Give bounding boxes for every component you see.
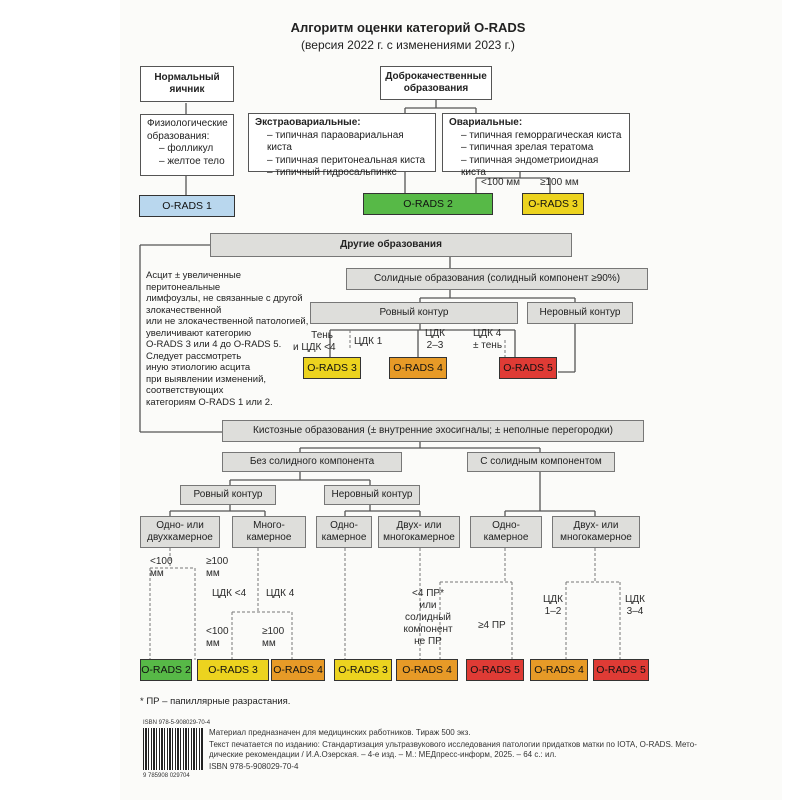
lt4pr-0: <4 ПР* xyxy=(412,588,444,599)
ascites-line: лимфоузлы, не связанные с другой xyxy=(146,293,303,304)
o-rads-2-badge: O-RADS 2 xyxy=(363,193,493,215)
extraovarian-item: – типичный гидросальпинкс xyxy=(267,167,397,178)
ascites-line: или не злокачественной патологией, xyxy=(146,316,309,327)
footer-line-2: Текст печатается по изданию: Стандартизация ультразвукового исследования патологии придатков матки по IOTA, O-RADS. Мето- xyxy=(209,740,697,749)
ge100-0: ≥100 xyxy=(206,556,229,567)
cyst-o-rads-2-badge: O-RADS 2 xyxy=(140,659,192,681)
solid-irregular-box: Неровный контур xyxy=(527,302,633,324)
uni2-1: камерное xyxy=(483,532,529,543)
uni2-0: Одно- xyxy=(492,520,520,531)
lt4pr-label xyxy=(398,588,458,648)
shadow-label-1: и ЦДК <4 xyxy=(293,342,336,353)
cyst-solid-o-rads-5-badge: O-RADS 5 xyxy=(466,659,524,681)
ascites-line: соответствующих xyxy=(146,385,224,396)
page-title: Алгоритм оценки категорий O-RADS xyxy=(290,20,526,35)
cyst-ge100-label xyxy=(206,556,228,580)
uni-1: камерное xyxy=(321,532,367,543)
cystic-formations-box: Кистозные образования (± внутренние эхосигналы; ± неполные перегородки) xyxy=(222,420,644,442)
cdk23-label xyxy=(420,328,450,352)
shadow-label xyxy=(293,330,336,354)
unilocular-box xyxy=(316,516,372,548)
ge100b-1: мм xyxy=(262,638,276,649)
solid-smooth-box: Ровный контур xyxy=(310,302,518,324)
bi-multilocular-box xyxy=(378,516,460,548)
no-solid-component-box: Без солидного компонента xyxy=(222,452,402,472)
extraovarian-heading: Экстраовариальные: xyxy=(255,117,361,128)
barcode-digits: 9 785908 029704 xyxy=(143,773,190,779)
cdk4-label: ЦДК 4 xyxy=(266,588,295,599)
ovarian-item: – типичная геморрагическая киста xyxy=(461,129,622,141)
lt4pr-3: компонент xyxy=(403,624,453,635)
footnote: * ПР – папиллярные разрастания. xyxy=(140,696,291,707)
cystic-irregular-box: Неровный контур xyxy=(324,485,420,505)
cdk4-shadow-label xyxy=(473,328,502,352)
ascites-line: Следует рассмотреть xyxy=(146,350,242,362)
uni-bi-1: двухкамерное xyxy=(147,532,213,543)
multi-0: Много- xyxy=(253,520,285,531)
ge100-1: мм xyxy=(206,568,220,579)
ascites-line: иную этиологию асцита xyxy=(146,362,251,373)
cyst-o-rads-3-badge: O-RADS 3 xyxy=(197,659,269,681)
lt4pr-1: или xyxy=(419,600,437,611)
cyst-irr-o-rads-3-badge: O-RADS 3 xyxy=(334,659,392,681)
cdk4-shadow-1: ± тень xyxy=(473,340,503,351)
lt100-1: мм xyxy=(150,568,164,579)
lt4pr-4: не ПР xyxy=(414,636,442,647)
cdk4-shadow-0: ЦДК 4 xyxy=(473,328,502,339)
lt100-0: <100 xyxy=(150,556,173,567)
ge4pr-label: ≥4 ПР xyxy=(478,620,506,631)
ovarian-heading: Овариальные: xyxy=(449,117,523,128)
cdk23-1: 2–3 xyxy=(426,340,444,351)
ascites-note xyxy=(146,270,316,408)
cyst-multi-o-rads-4-badge: O-RADS 4 xyxy=(530,659,588,681)
ascites-line: увеличивают категорию xyxy=(146,327,252,339)
extraovarian-item: – типичная перитонеальная киста xyxy=(267,154,426,166)
cdk23-0: ЦДК xyxy=(425,328,445,339)
cdk1-label: ЦДК 1 xyxy=(354,336,383,347)
isbn-small: ISBN 978-5-908029-70-4 xyxy=(143,720,211,726)
physio-line-2: – желтое тело xyxy=(159,155,225,167)
cdk34-0: ЦДК xyxy=(625,594,645,605)
cyst-irr-o-rads-4-badge: O-RADS 4 xyxy=(396,659,458,681)
uni-0: Одно- xyxy=(330,520,358,531)
cystic-smooth-box: Ровный контур xyxy=(180,485,276,505)
physio-line-1: – фолликул xyxy=(159,143,214,154)
cdk12-1: 1–2 xyxy=(544,606,562,617)
multilocular-box xyxy=(232,516,306,548)
normal-ovary-box: Нормальный яичник xyxy=(140,66,234,102)
shadow-label-0: Тень xyxy=(311,330,333,341)
bi-multilocular-solid-box xyxy=(552,516,640,548)
lt100b-1: мм xyxy=(206,638,220,649)
extraovarian-box xyxy=(248,113,436,178)
physio-line-0: Физиологические образования: xyxy=(147,118,228,142)
other-formations-box: Другие образования xyxy=(210,233,572,257)
bi-multi-0: Двух- или xyxy=(396,520,442,531)
footer-line-3: дические рекомендации / И.А.Озерская. – 4-е изд. – М.: МЕДпресс-информ, 2025. – 64 с.: ил. xyxy=(209,750,557,759)
benign-box: Доброкачественные образования xyxy=(380,66,492,100)
o-rads-1-badge: O-RADS 1 xyxy=(139,195,235,217)
cyst-multi-o-rads-5-badge: O-RADS 5 xyxy=(593,659,649,681)
solid-o-rads-4-badge: O-RADS 4 xyxy=(389,357,447,379)
cdk34-1: 3–4 xyxy=(626,606,644,617)
cdk-lt4-label: ЦДК <4 xyxy=(212,588,247,599)
size-lt100-label: <100 мм xyxy=(481,177,521,188)
cyst-ge100b-label xyxy=(262,626,284,650)
ascites-line: O-RADS 3 или 4 до O-RADS 5. xyxy=(146,339,282,350)
unilocular-solid-box xyxy=(470,516,542,548)
cdk12-label xyxy=(538,594,568,618)
solid-o-rads-5-badge: O-RADS 5 xyxy=(499,357,557,379)
ovarian-item: – типичная зрелая тератома xyxy=(461,142,594,153)
ovarian-item: – типичная эндометриоидная киста xyxy=(461,154,599,178)
uni-bi-0: Одно- или xyxy=(156,520,204,531)
ascites-line: Асцит ± увеличенные перитонеальные xyxy=(146,270,242,293)
ascites-line: категориям O-RADS 1 или 2. xyxy=(146,396,273,408)
multi-1: камерное xyxy=(246,532,292,543)
cyst-o-rads-4-badge: O-RADS 4 xyxy=(271,659,325,681)
page-subtitle: (версия 2022 г. с изменениями 2023 г.) xyxy=(301,38,515,52)
extraovarian-item: – типичная параовариальная киста xyxy=(267,129,404,153)
solid-formations-box: Солидные образования (солидный компонент ≥90%) xyxy=(346,268,648,290)
ascites-line: при выявлении изменений, xyxy=(146,373,267,385)
footer-line-1: Материал предназначен для медицинских работников. Тираж 500 экз. xyxy=(209,728,471,737)
ge100b-0: ≥100 xyxy=(262,626,285,637)
bi-multi-1: многокамерное xyxy=(383,532,455,543)
cdk12-0: ЦДК xyxy=(543,594,563,605)
lt4pr-2: солидный xyxy=(404,612,451,623)
bi-multi2-1: многокамерное xyxy=(560,532,632,543)
cyst-lt100b-label xyxy=(206,626,229,650)
barcode-image xyxy=(143,728,203,770)
cyst-lt100-label xyxy=(150,556,173,580)
ascites-line: злокачественной xyxy=(146,304,222,316)
physiologic-box xyxy=(140,114,234,176)
solid-o-rads-3-badge: O-RADS 3 xyxy=(303,357,361,379)
cdk34-label xyxy=(620,594,650,618)
o-rads-3-badge: O-RADS 3 xyxy=(522,193,584,215)
lt100b-0: <100 xyxy=(206,626,229,637)
ovarian-box xyxy=(442,113,630,178)
bi-multi2-0: Двух- или xyxy=(573,520,619,531)
uni-bi-locular-box xyxy=(140,516,220,548)
footer-isbn: ISBN 978-5-908029-70-4 xyxy=(209,762,299,771)
with-solid-component-box: С солидным компонентом xyxy=(467,452,615,472)
size-ge100-label: ≥100 мм xyxy=(540,177,579,188)
